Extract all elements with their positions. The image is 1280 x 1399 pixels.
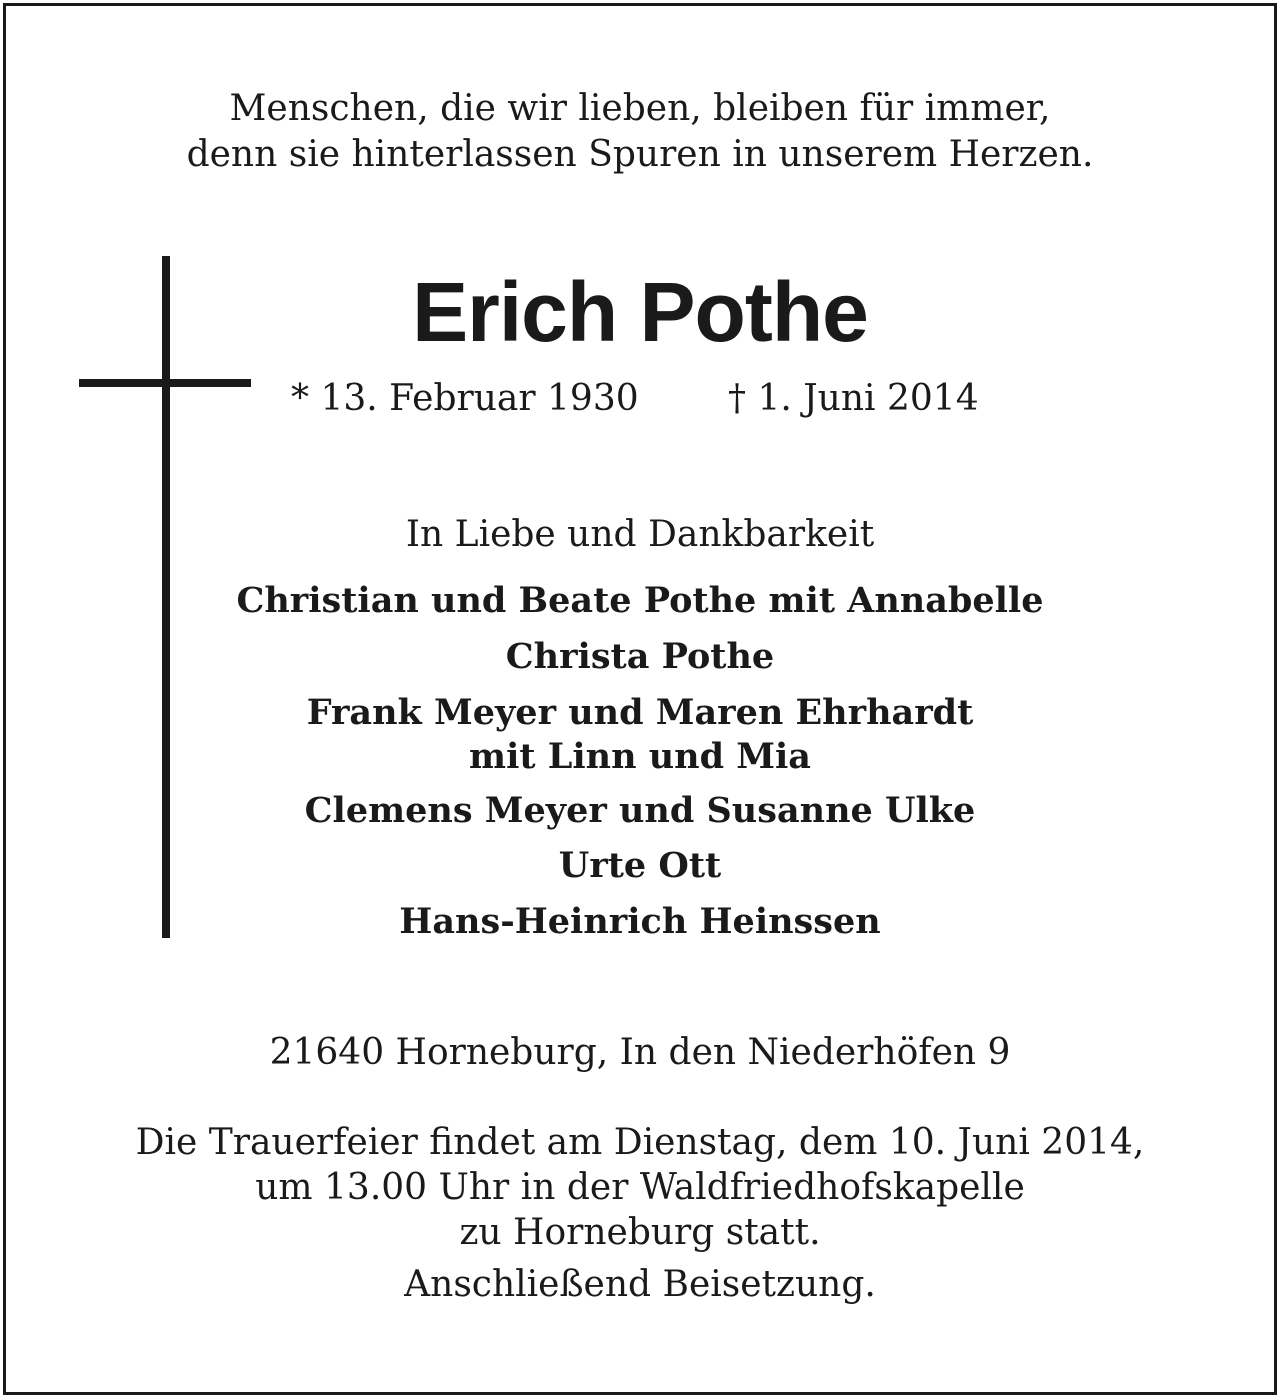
obituary-frame [3,3,1277,1395]
dedication-text: In Liebe und Dankbarkeit [405,514,875,555]
service-line-2: um 13.00 Uhr in der Waldfriedhofskapelle [255,1167,1025,1208]
deceased-name: Erich Pothe [412,265,868,359]
service-line-4: Anschließend Beisetzung. [404,1264,876,1305]
mourner-line: Urte Ott [558,845,722,886]
mourner-line: Hans-Heinrich Heinssen [399,901,881,942]
birth-date: * 13. Februar 1930 [291,378,639,419]
service-line-3: zu Horneburg statt. [459,1212,821,1253]
address-text: 21640 Horneburg, In den Niederhöfen 9 [269,1032,1011,1073]
motto-line-2: denn sie hinterlassen Spuren in unserem Herzen. [186,134,1094,175]
mourner-line: Frank Meyer und Maren Ehrhardt [306,692,974,733]
cross-horizontal-bar [79,379,251,387]
mourner-line: Clemens Meyer und Susanne Ulke [304,790,976,831]
mourner-line: mit Linn und Mia [469,736,811,777]
mourner-line: Christa Pothe [505,636,775,677]
mourner-line: Christian und Beate Pothe mit Annabelle [236,580,1044,621]
service-line-1: Die Trauerfeier findet am Dienstag, dem 10. Juni 2014, [135,1122,1145,1163]
death-date: † 1. Juni 2014 [728,378,979,419]
motto-line-1: Menschen, die wir lieben, bleiben für immer, [229,88,1051,129]
